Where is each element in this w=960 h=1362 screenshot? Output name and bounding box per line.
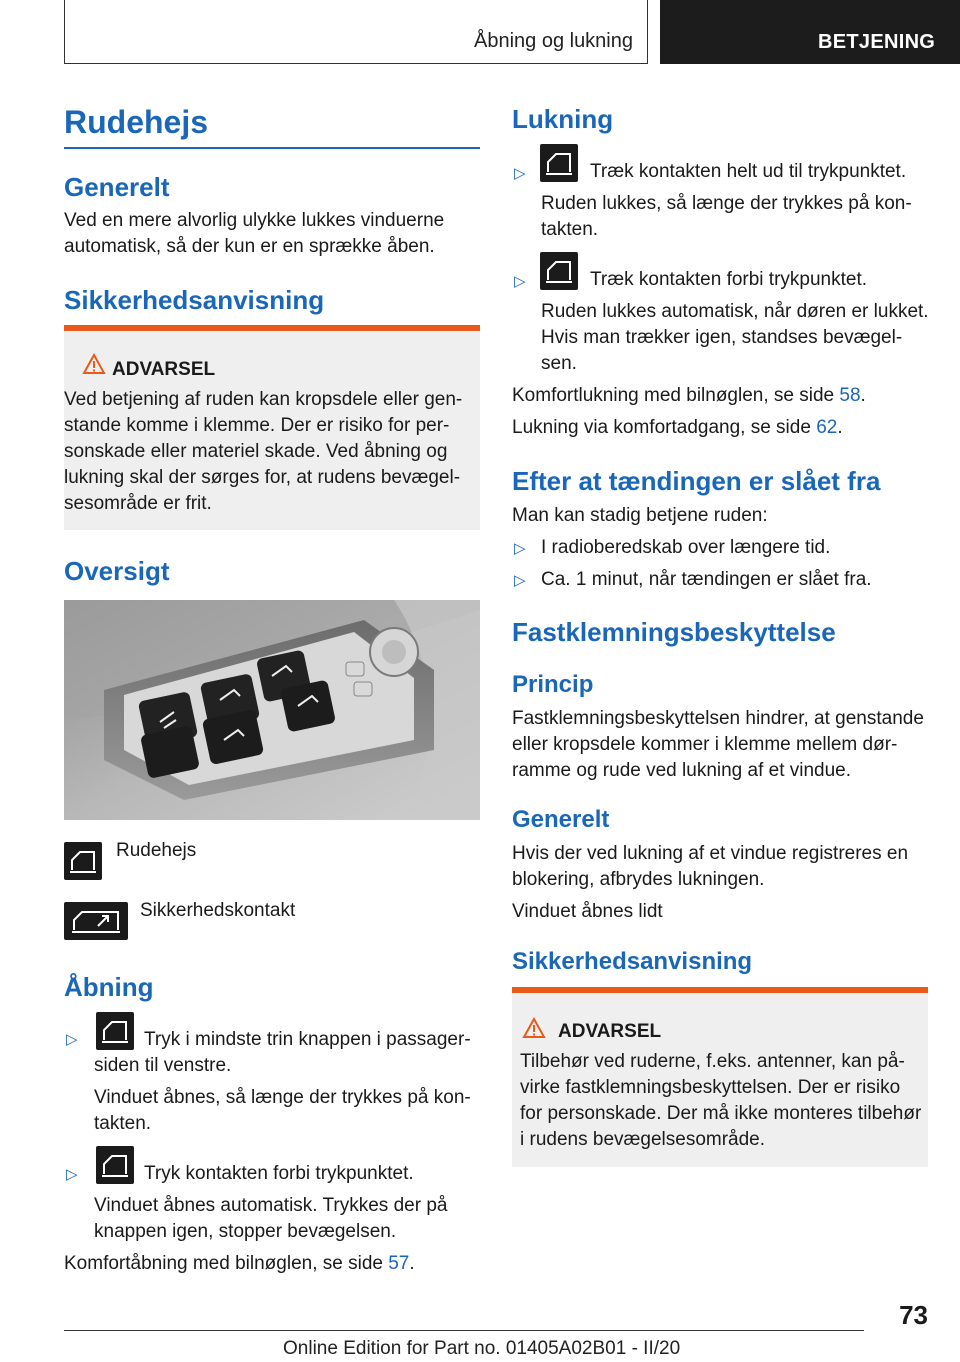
safety-heading: Sikkerhedsanvisning xyxy=(64,285,325,315)
opening-item-line: Tryk i mindste trin knappen i passager- xyxy=(144,1029,471,1050)
legend-safety-label: Sikkerhedskontakt xyxy=(140,900,296,921)
warning-line: Ved betjening af ruden kan kropsdele eller gen- xyxy=(64,389,463,410)
window-switch-icon xyxy=(540,144,578,182)
window-switch-icon xyxy=(96,1146,134,1184)
safety-switch-icon xyxy=(64,902,128,940)
pinch-heading: Fastklemningsbeskyttelse xyxy=(512,617,836,647)
bullet-icon: ▷ xyxy=(66,1031,78,1048)
principle-heading: Princip xyxy=(512,671,594,698)
bullet-icon: ▷ xyxy=(66,1166,78,1183)
closing-item-detail: takten. xyxy=(541,219,599,240)
warning-line: sesområde er frit. xyxy=(64,493,212,514)
ignition-item: Ca. 1 minut, når tændingen er slået fra. xyxy=(541,569,872,590)
comfort-open-label: Komfortåbning med bilnøglen, se side xyxy=(64,1253,389,1274)
warning-label: ADVARSEL xyxy=(112,359,216,380)
closing-item-line: Træk kontakten helt ud til trykpunktet. xyxy=(590,161,907,182)
closing-item-detail: Ruden lukkes automatisk, når døren er lukket. xyxy=(541,301,929,322)
closing-item-line: Træk kontakten forbi trykpunktet. xyxy=(590,269,868,290)
comfort-access-page-link[interactable]: 62 xyxy=(816,417,838,438)
comfort-open-page-link[interactable]: 57 xyxy=(388,1253,410,1274)
comfort-close-text xyxy=(512,383,866,409)
opening-item-line: siden til venstre. xyxy=(94,1055,232,1076)
opening-item-detail: takten. xyxy=(94,1113,152,1134)
bullet-icon: ▷ xyxy=(514,273,526,290)
ignition-item: I radioberedskab over længere tid. xyxy=(541,537,831,558)
overview-heading: Oversigt xyxy=(64,556,170,586)
opening-item-line: Tryk kontakten forbi trykpunktet. xyxy=(144,1163,414,1184)
general-right-line: Hvis der ved lukning af et vindue registreres en xyxy=(512,843,909,864)
comfort-access-end: . xyxy=(837,417,843,438)
principle-line: eller kropsdele kommer i klemme mellem dør- xyxy=(512,734,898,755)
comfort-access-text xyxy=(512,415,843,441)
warning-line: stande komme i klemme. Der er risiko for per- xyxy=(64,415,450,436)
bullet-icon: ▷ xyxy=(514,572,526,589)
closing-item-detail: Hvis man trækker igen, standses bevægel- xyxy=(541,327,903,348)
warning-line: virke fastklemningsbeskyttelsen. Der er risiko xyxy=(520,1077,901,1098)
general-heading-right: Generelt xyxy=(512,806,610,833)
comfort-access-label: Lukning via komfortadgang, se side xyxy=(512,417,817,438)
principle-line: Fastklemningsbeskyttelsen hindrer, at genstande xyxy=(512,708,924,729)
warning-line: for personskade. Der må ikke monteres tilbehør xyxy=(520,1103,922,1124)
opening-item-detail: Vinduet åbnes automatisk. Trykkes der på xyxy=(94,1195,448,1216)
header-section-title: Åbning og lukning xyxy=(473,30,633,52)
header-section-tab xyxy=(64,0,648,64)
window-switch-icon xyxy=(64,842,102,880)
warning-line: lukning skal der sørges for, at rudens bevægel- xyxy=(64,467,461,488)
opening-item-detail: Vinduet åbnes, så længe der trykkes på kon- xyxy=(94,1087,471,1108)
warning-box xyxy=(512,987,928,1167)
warning-box xyxy=(64,325,480,530)
opening-heading: Åbning xyxy=(64,972,154,1002)
comfort-close-label: Komfortlukning med bilnøglen, se side xyxy=(512,385,840,406)
bullet-icon: ▷ xyxy=(514,540,526,557)
general-text-line: automatisk, så der kun er en sprække åben. xyxy=(64,236,435,257)
page-number: 73 xyxy=(899,1300,928,1330)
principle-line: ramme og rude ved lukning af et vindue. xyxy=(512,760,852,781)
ignition-heading: Efter at tændingen er slået fra xyxy=(512,466,881,496)
window-switch-icon xyxy=(540,252,578,290)
bullet-icon: ▷ xyxy=(514,165,526,182)
window-switch-icon xyxy=(96,1012,134,1050)
header-chapter-tab xyxy=(660,0,960,64)
header-chapter-title: BETJENING xyxy=(818,31,936,53)
comfort-open-end: . xyxy=(409,1253,415,1274)
comfort-close-page-link[interactable]: 58 xyxy=(839,385,861,406)
warning-triangle-icon xyxy=(82,353,106,375)
warning-line: i rudens bevægelsesområde. xyxy=(520,1129,766,1150)
title-rule xyxy=(64,147,480,149)
general-text-line: Ved en mere alvorlig ulykke lukkes vinduerne xyxy=(64,210,445,231)
warning-triangle-icon xyxy=(522,1017,546,1039)
general-right-line: blokering, afbrydes lukningen. xyxy=(512,869,765,890)
opening-item-detail: knappen igen, stopper bevægelsen. xyxy=(94,1221,397,1242)
warning-line: sonskade eller materiel skade. Ved åbning og xyxy=(64,441,448,462)
safety-heading-right: Sikkerhedsanvisning xyxy=(512,948,753,975)
window-switch-photo xyxy=(64,600,480,820)
closing-heading: Lukning xyxy=(512,104,614,134)
comfort-close-end: . xyxy=(860,385,866,406)
page-title: Rudehejs xyxy=(64,104,209,140)
general-heading: Generelt xyxy=(64,172,170,202)
legend-switch-label: Rudehejs xyxy=(116,840,197,861)
closing-item-detail: Ruden lukkes, så længe der trykkes på kon- xyxy=(541,193,912,214)
ignition-intro: Man kan stadig betjene ruden: xyxy=(512,505,768,526)
comfort-open-text xyxy=(64,1251,415,1277)
warning-line: Tilbehør ved ruderne, f.eks. antenner, kan på- xyxy=(520,1051,905,1072)
footer-rule xyxy=(64,1330,864,1331)
warning-label: ADVARSEL xyxy=(558,1021,662,1042)
closing-item-detail: sen. xyxy=(541,353,577,374)
footer-edition: Online Edition for Part no. 01405A02B01 - II/20 xyxy=(283,1338,681,1359)
slightly-open-text: Vinduet åbnes lidt xyxy=(512,901,663,922)
